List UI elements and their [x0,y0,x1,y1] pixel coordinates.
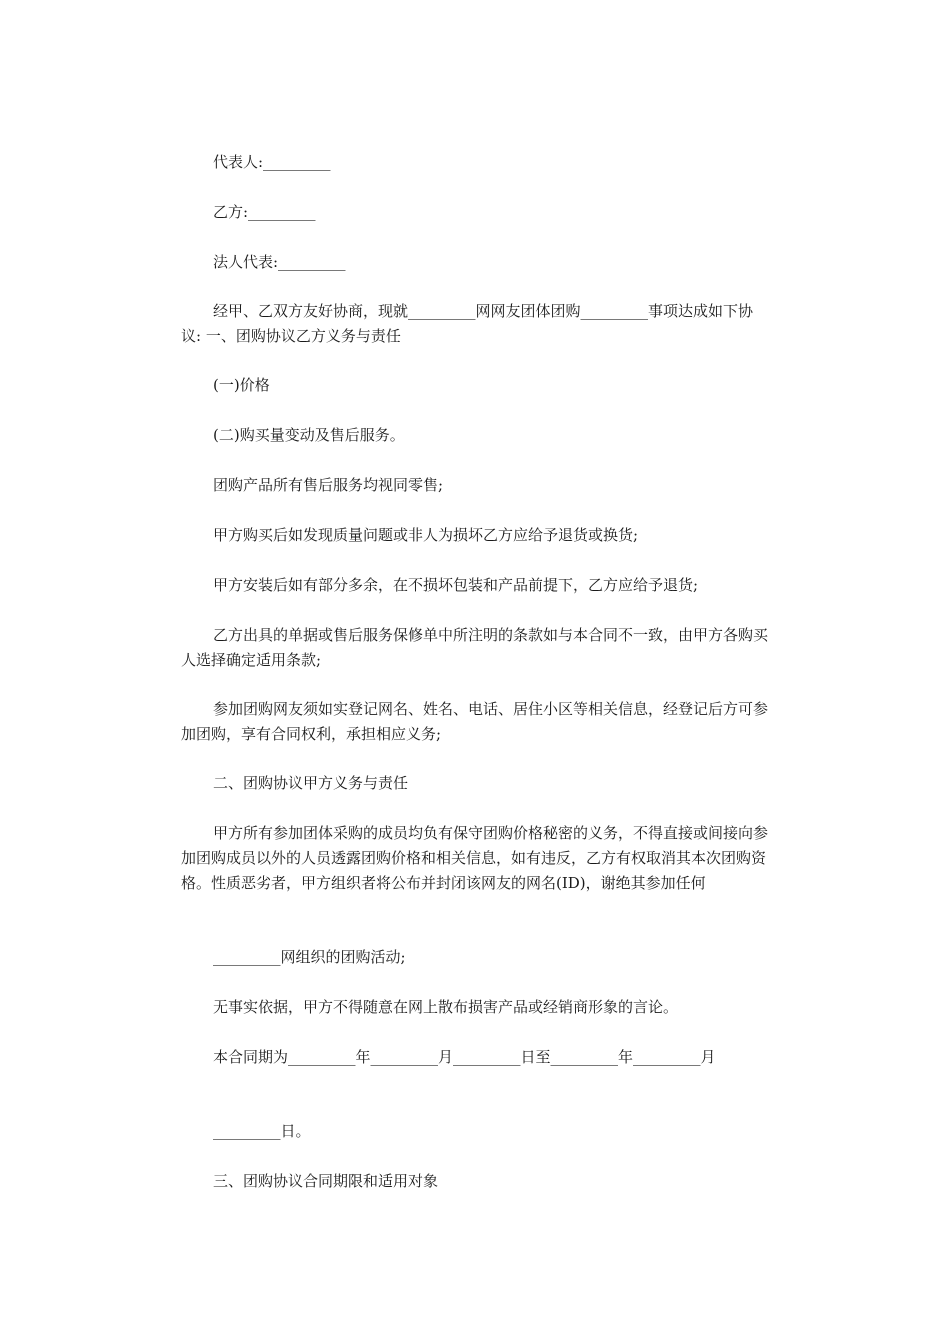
paragraph-surplus-return: 甲方安装后如有部分多余，在不损坏包装和产品前提下，乙方应给予退货; [213,576,699,594]
paragraph-section-two-heading: 二、团购协议甲方义务与责任 [213,774,409,792]
paragraph-agreement-intro: 经甲、乙双方友好协商，现就_________网网友团体团购_________事项达成如下协议: 一、团购协议乙方义务与责任 [181,302,754,345]
paragraph-contract-end-day: _________日。 [213,1122,311,1140]
paragraph-legal-representative: 法人代表:_________ [213,253,346,271]
paragraph-terms-conflict: 乙方出具的单据或售后服务保修单中所注明的条款如与本合同不一致，由甲方各购买人选择确定适用条款; [181,626,769,669]
paragraph-section-three-heading: 三、团购协议合同期限和适用对象 [213,1172,439,1190]
paragraph-return-exchange: 甲方购买后如发现质量问题或非人为损坏乙方应给予退货或换货; [213,526,639,544]
paragraph-representative: 代表人:_________ [213,153,331,171]
paragraph-party-b: 乙方:_________ [213,203,316,221]
paragraph-no-defamation: 无事实依据，甲方不得随意在网上散布损害产品或经销商形象的言论。 [213,998,679,1016]
paragraph-price: (一)价格 [213,376,270,394]
paragraph-contract-period: 本合同期为_________年_________月_________日至_________年_________月 [213,1048,716,1066]
paragraph-quantity-service: (二)购买量变动及售后服务。 [213,426,405,444]
paragraph-after-sales: 团购产品所有售后服务均视同零售; [213,476,444,494]
paragraph-registration: 参加团购网友须如实登记网名、姓名、电话、居住小区等相关信息，经登记后方可参加团购，享有合同权利，承担相应义务; [181,700,769,743]
paragraph-group-activity: _________网组织的团购活动; [213,948,406,966]
paragraph-confidentiality: 甲方所有参加团体采购的成员均负有保守团购价格秘密的义务，不得直接或间接向参加团购成员以外的人员透露团购价格和相关信息，如有违反，乙方有权取消其本次团购资格。性质恶劣者，甲方组织者将公布并封闭该网友的网名(ID)，谢绝其参加任何 [181,824,769,892]
